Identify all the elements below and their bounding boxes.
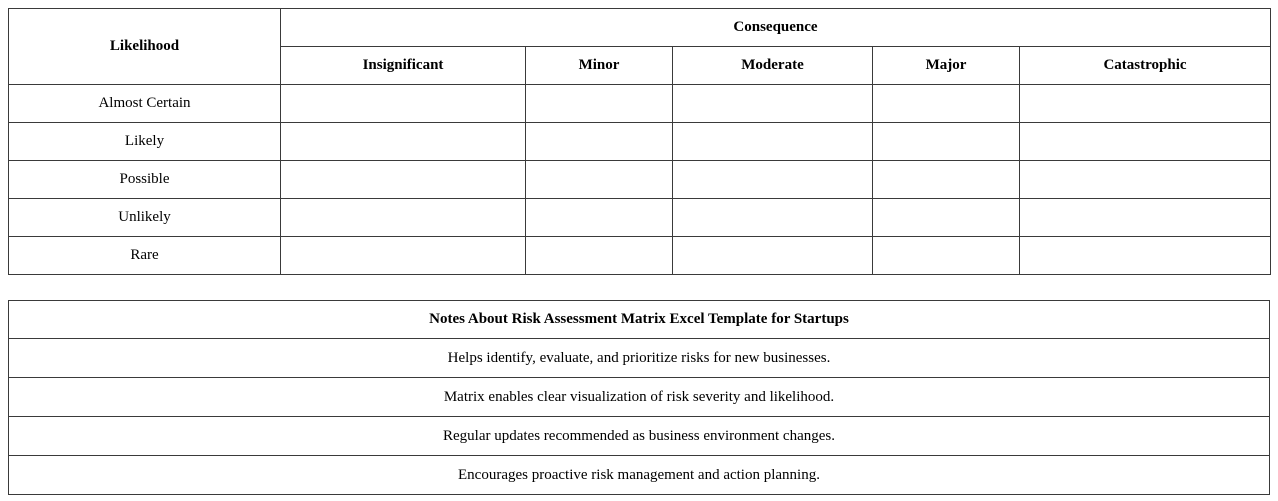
- matrix-cell[interactable]: [1020, 123, 1271, 161]
- consequence-major: Major: [873, 47, 1020, 85]
- likelihood-almost-certain: Almost Certain: [9, 85, 281, 123]
- risk-matrix-table: [8, 8, 1271, 275]
- likelihood-possible: Possible: [9, 161, 281, 199]
- matrix-row-rare: [9, 237, 1271, 275]
- matrix-cell[interactable]: [873, 199, 1020, 237]
- likelihood-unlikely: Unlikely: [9, 199, 281, 237]
- matrix-cell[interactable]: [526, 199, 673, 237]
- matrix-cell[interactable]: [526, 161, 673, 199]
- notes-table: [8, 300, 1270, 495]
- matrix-row-possible: [9, 161, 1271, 199]
- likelihood-rare: Rare: [9, 237, 281, 275]
- matrix-cell[interactable]: [281, 161, 526, 199]
- matrix-cell[interactable]: [281, 199, 526, 237]
- matrix-cell[interactable]: [873, 161, 1020, 199]
- matrix-cell[interactable]: [873, 237, 1020, 275]
- matrix-cell[interactable]: [281, 85, 526, 123]
- matrix-cell[interactable]: [1020, 161, 1271, 199]
- notes-row: [9, 378, 1270, 417]
- matrix-cell[interactable]: [1020, 85, 1271, 123]
- notes-row: [9, 456, 1270, 495]
- likelihood-header: Likelihood: [9, 9, 281, 85]
- matrix-cell[interactable]: [526, 123, 673, 161]
- matrix-cell[interactable]: [873, 123, 1020, 161]
- matrix-cell[interactable]: [526, 237, 673, 275]
- notes-title: Notes About Risk Assessment Matrix Excel Template for Startups: [9, 301, 1270, 339]
- consequence-moderate: Moderate: [673, 47, 873, 85]
- matrix-cell[interactable]: [281, 237, 526, 275]
- matrix-cell[interactable]: [673, 237, 873, 275]
- note-item: Helps identify, evaluate, and prioritize risks for new businesses.: [9, 339, 1270, 378]
- note-item: Matrix enables clear visualization of risk severity and likelihood.: [9, 378, 1270, 417]
- matrix-cell[interactable]: [673, 161, 873, 199]
- note-item: Regular updates recommended as business environment changes.: [9, 417, 1270, 456]
- matrix-cell[interactable]: [873, 85, 1020, 123]
- notes-title-row: [9, 301, 1270, 339]
- matrix-cell[interactable]: [673, 199, 873, 237]
- matrix-cell[interactable]: [673, 123, 873, 161]
- likelihood-likely: Likely: [9, 123, 281, 161]
- matrix-row-unlikely: [9, 199, 1271, 237]
- consequence-minor: Minor: [526, 47, 673, 85]
- matrix-cell[interactable]: [1020, 237, 1271, 275]
- matrix-cell[interactable]: [673, 85, 873, 123]
- matrix-row-almost-certain: [9, 85, 1271, 123]
- notes-row: [9, 339, 1270, 378]
- matrix-row-likely: [9, 123, 1271, 161]
- notes-row: [9, 417, 1270, 456]
- matrix-cell[interactable]: [281, 123, 526, 161]
- matrix-header-row: [9, 9, 1271, 47]
- consequence-header: Consequence: [281, 9, 1271, 47]
- matrix-cell[interactable]: [526, 85, 673, 123]
- consequence-insignificant: Insignificant: [281, 47, 526, 85]
- consequence-catastrophic: Catastrophic: [1020, 47, 1271, 85]
- matrix-cell[interactable]: [1020, 199, 1271, 237]
- note-item: Encourages proactive risk management and action planning.: [9, 456, 1270, 495]
